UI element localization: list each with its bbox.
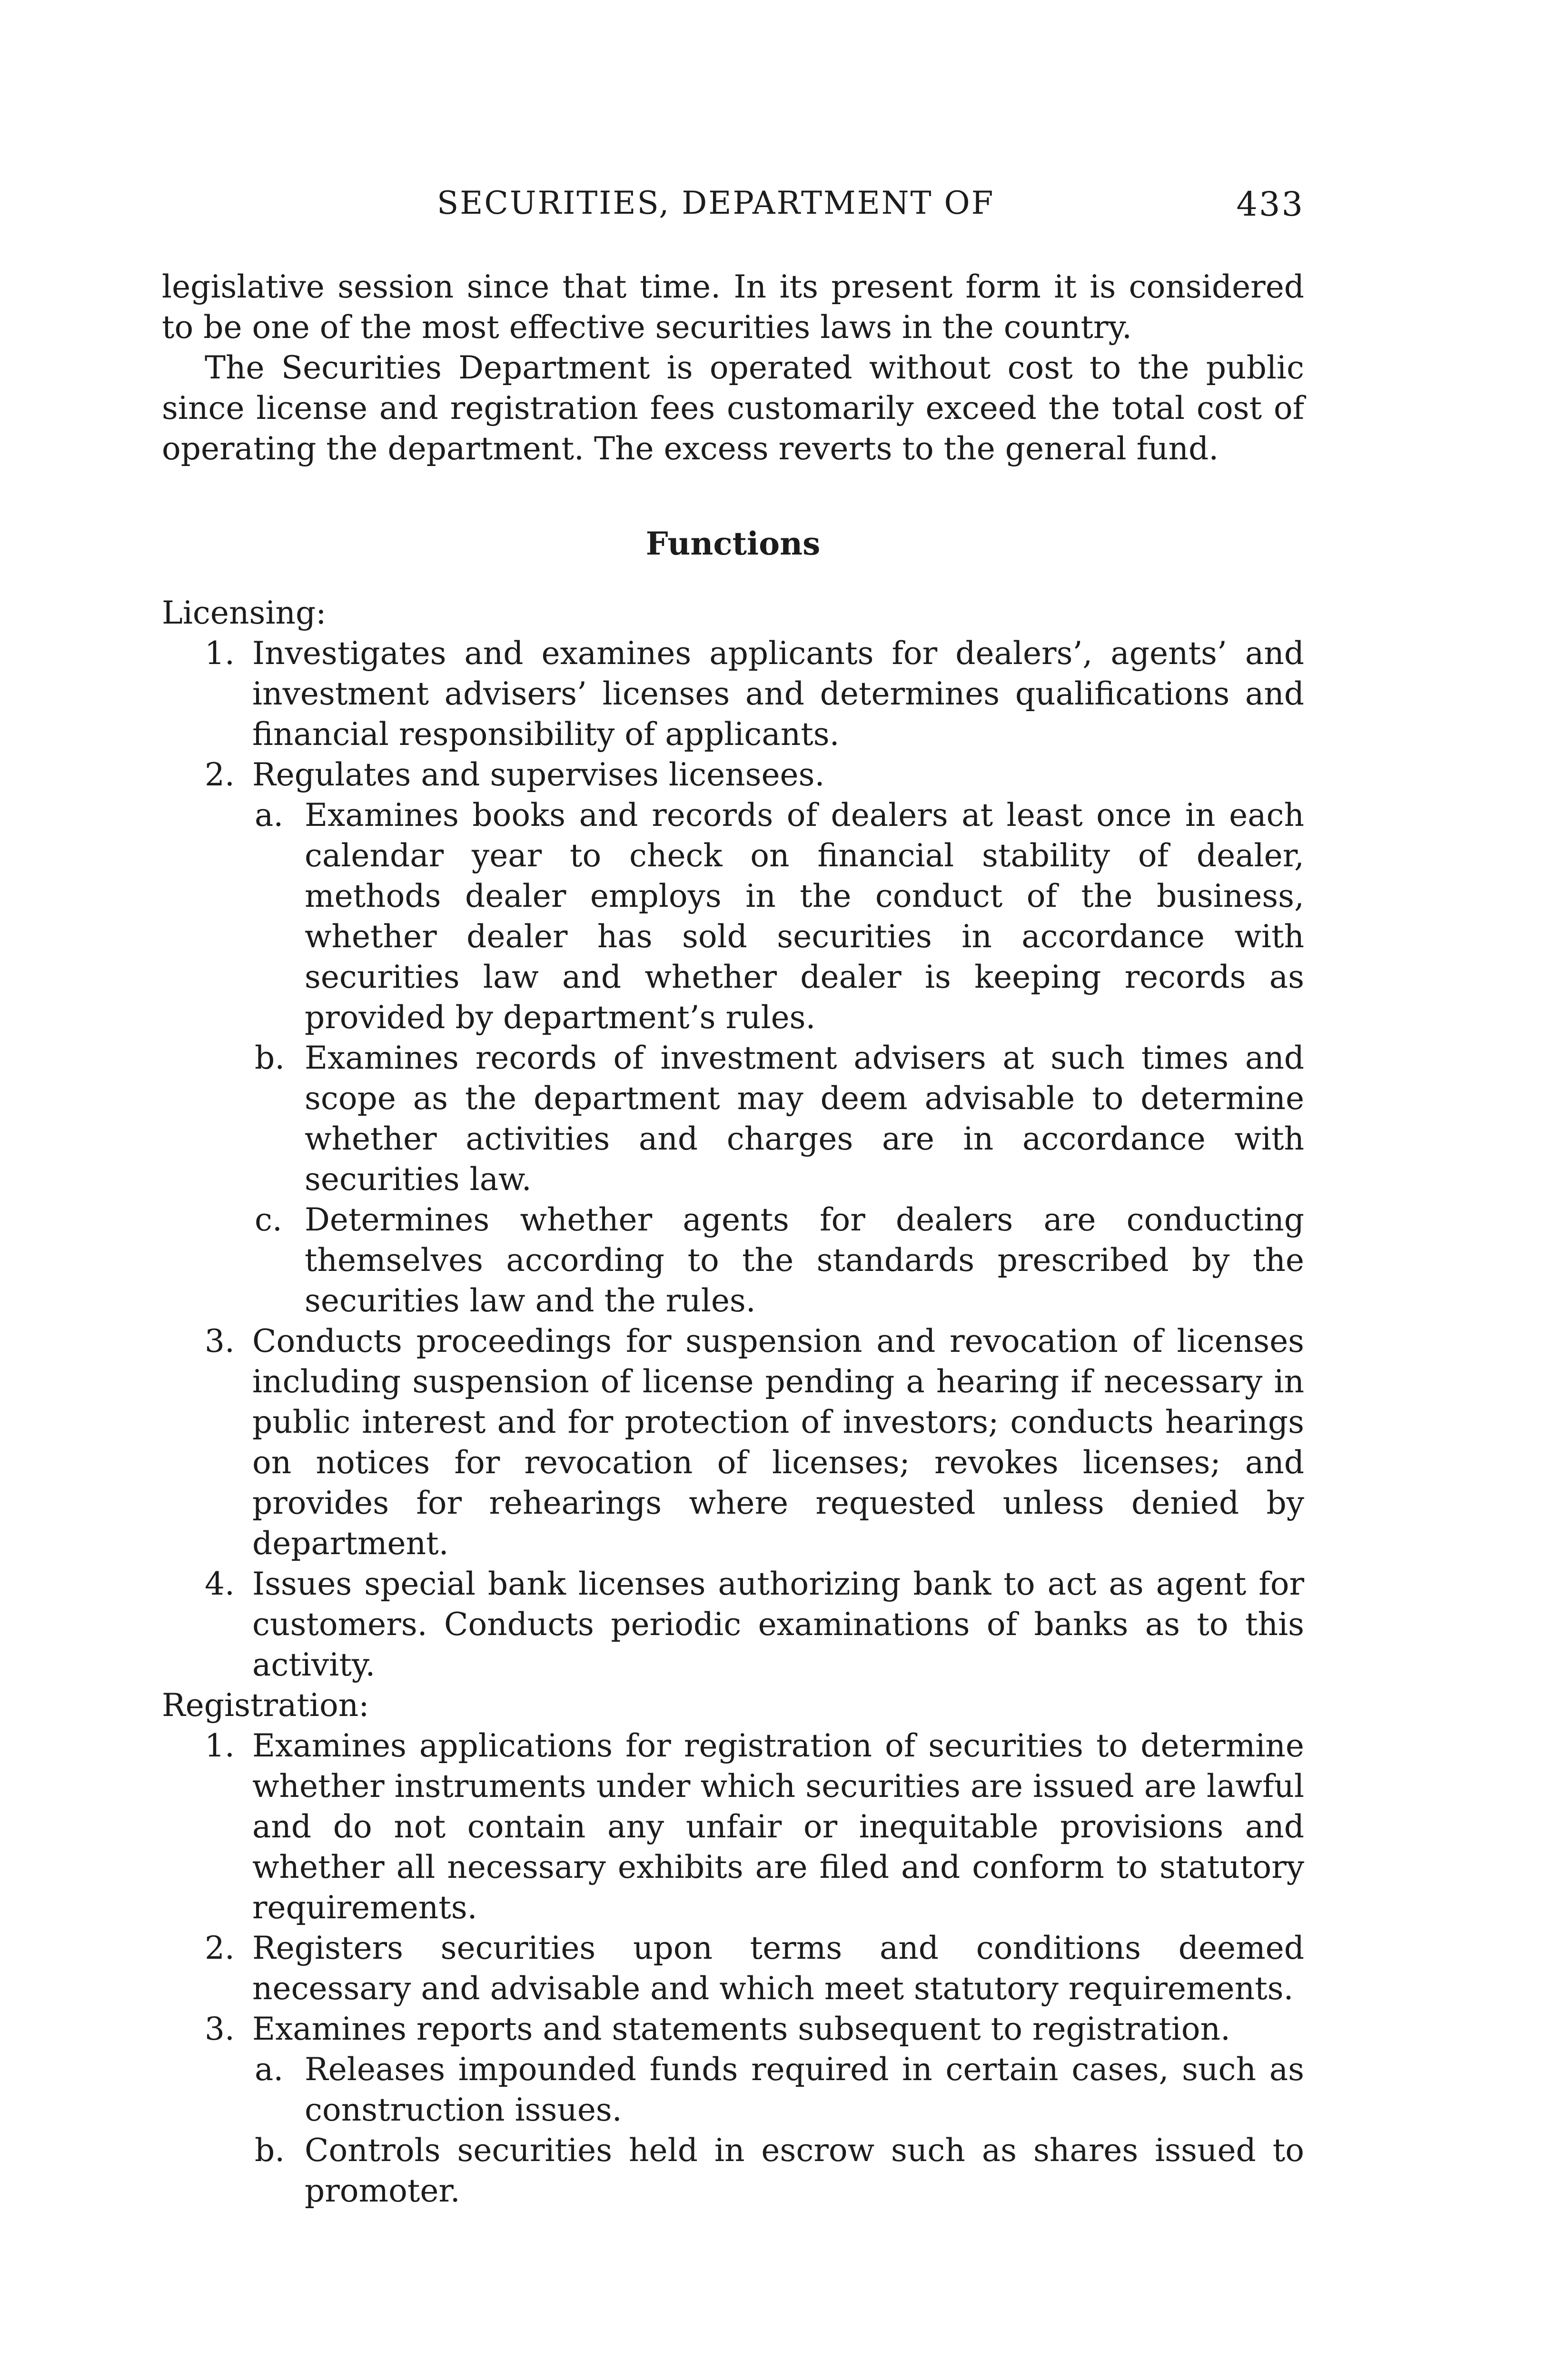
list-marker: 4.: [205, 1566, 235, 1602]
licensing-subitem-a: [162, 795, 1304, 1038]
intro-paragraph: legislative session since that time. In its present form it is considered to be one of the most effective securities laws in the country.: [162, 268, 1304, 346]
list-item-text: Controls securities held in escrow such as shares issued to promoter.: [305, 2132, 1304, 2209]
list-item-text: Registers securities upon terms and conditions deemed necessary and advisable and which meet statutory requirements.: [252, 1930, 1304, 2007]
licensing-item-4: [162, 1564, 1304, 1685]
list-marker: b.: [255, 2132, 285, 2169]
licensing-item-2: [162, 754, 1304, 795]
list-item-text: Conducts proceedings for suspension and revocation of licenses including suspension of license pending a hearing if necessary in public interest and for protection of investors; conducts hearings on notices for revocation of licenses; revokes licenses; and provides for rehearings where requested unless denied by department.: [252, 1323, 1304, 1562]
list-marker: 2.: [205, 756, 235, 793]
list-item-text: Releases impounded funds required in certain cases, such as construction issues.: [305, 2051, 1304, 2128]
page-body: [162, 267, 1304, 2211]
list-item-text: Issues special bank licenses authorizing bank to act as agent for customers. Conducts periodic examinations of banks as to this activity.: [252, 1566, 1304, 1683]
list-item-text: Regulates and supervises licensees.: [252, 756, 825, 793]
list-item-text: Examines books and records of dealers at least once in each calendar year to check on financial stability of dealer, methods dealer employs in the conduct of the business, whether dealer has sold securities in accordance with securities law and whether dealer is keeping records as provided by department’s rules.: [305, 797, 1304, 1036]
registration-subitem-a: [162, 2049, 1304, 2130]
list-item-text: Examines reports and statements subsequent to registration.: [252, 2011, 1231, 2047]
running-title: SECURITIES, DEPARTMENT OF: [437, 185, 995, 221]
list-item-text: Investigates and examines applicants for dealers’, agents’ and investment advisers’ licenses and determines qualifications and financial responsibility of applicants.: [252, 635, 1304, 753]
registration-item-2: [162, 1928, 1304, 2009]
list-marker: 3.: [205, 1323, 235, 1359]
licensing-subitem-c: [162, 1200, 1304, 1321]
list-marker: a.: [255, 797, 284, 833]
list-item-text: Determines whether agents for dealers are conducting themselves according to the standards prescribed by the securities law and the rules.: [305, 1201, 1304, 1319]
list-marker: a.: [255, 2051, 284, 2088]
list-item-text: Examines records of investment advisers at such times and scope as the department may deem advisable to determine whether activities and charges are in accordance with securities law.: [305, 1040, 1304, 1198]
running-header: [162, 185, 1304, 232]
list-marker: 2.: [205, 1930, 235, 1966]
registration-label: Registration:: [162, 1687, 369, 1724]
licensing-label: Licensing:: [162, 595, 327, 631]
section-heading-functions: Functions: [645, 525, 821, 562]
page-number: 433: [1236, 185, 1304, 224]
licensing-subitem-b: [162, 1038, 1304, 1200]
intro-paragraph: The Securities Department is operated without cost to the public since license and registration fees customarily exceed the total cost of operating the department. The excess reverts to the general fund.: [162, 349, 1304, 467]
registration-item-3: [162, 2009, 1304, 2049]
list-marker: c.: [255, 1201, 282, 1238]
list-marker: b.: [255, 1040, 285, 1076]
licensing-item-3: [162, 1321, 1304, 1564]
list-marker: 1.: [205, 635, 235, 672]
licensing-item-1: [162, 633, 1304, 754]
registration-subitem-b: [162, 2130, 1304, 2211]
list-marker: 1.: [205, 1727, 235, 1764]
registration-item-1: [162, 1726, 1304, 1928]
list-item-text: Examines applications for registration of securities to determine whether instruments under which securities are issued are lawful and do not contain any unfair or inequitable provisions and whether all necessary exhibits are filed and conform to statutory requirements.: [252, 1727, 1304, 1926]
list-marker: 3.: [205, 2011, 235, 2047]
